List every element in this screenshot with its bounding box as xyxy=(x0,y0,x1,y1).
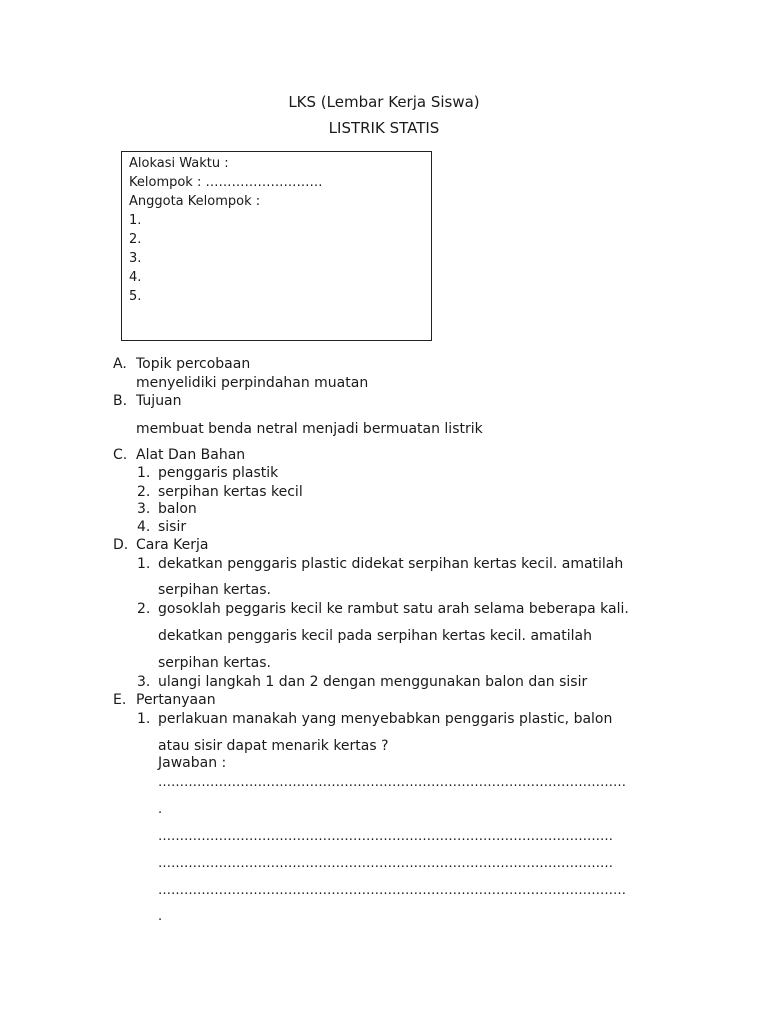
list-item-number: 3. xyxy=(137,501,151,517)
member-number: 5. xyxy=(129,289,142,304)
list-item-number: 2. xyxy=(137,484,151,500)
section-c-marker: C. xyxy=(113,447,128,463)
list-item-number: 4. xyxy=(137,519,151,535)
list-item: serpihan kertas kecil xyxy=(158,484,303,500)
section-c-heading: Alat Dan Bahan xyxy=(136,447,246,463)
step-text: serpihan kertas. xyxy=(158,655,272,671)
question-text: perlakuan manakah yang menyebabkan penggaris plastic, balon xyxy=(158,711,613,727)
section-b-content: membuat benda netral menjadi bermuatan listrik xyxy=(136,421,483,437)
answer-line: …………………………………………………………………………………………… xyxy=(158,830,613,843)
section-a-content: menyelidiki perpindahan muatan xyxy=(136,375,369,391)
page-subtitle: LISTRIK STATIS xyxy=(328,119,440,137)
step-number: 2. xyxy=(137,601,151,617)
section-d-marker: D. xyxy=(113,537,129,553)
section-b-heading: Tujuan xyxy=(136,393,182,409)
answer-line: …………………………………………………………………………………………… xyxy=(158,857,613,870)
anggota-kelompok-label: Anggota Kelompok : xyxy=(129,194,261,209)
member-number: 4. xyxy=(129,270,142,285)
kelompok-label: Kelompok : ……………………… xyxy=(129,175,323,190)
answer-line: . xyxy=(158,802,163,817)
list-item: balon xyxy=(158,501,197,517)
answer-line: . xyxy=(158,909,163,924)
section-e-marker: E. xyxy=(113,692,127,708)
answer-line: ……………………………………………………………………………………………… xyxy=(158,884,626,897)
section-d-heading: Cara Kerja xyxy=(136,537,209,553)
page-title: LKS (Lembar Kerja Siswa) xyxy=(288,93,480,111)
question-number: 1. xyxy=(137,711,151,727)
step-number: 3. xyxy=(137,674,151,690)
step-number: 1. xyxy=(137,556,151,572)
section-b-marker: B. xyxy=(113,393,128,409)
section-a-marker: A. xyxy=(113,356,127,372)
member-number: 1. xyxy=(129,213,142,228)
answer-line: ……………………………………………………………………………………………… xyxy=(158,776,626,789)
member-number: 2. xyxy=(129,232,142,247)
list-item-number: 1. xyxy=(137,465,151,481)
list-item: penggaris plastik xyxy=(158,465,279,481)
step-text: serpihan kertas. xyxy=(158,582,272,598)
alokasi-waktu-label: Alokasi Waktu : xyxy=(129,156,229,171)
section-a-heading: Topik percobaan xyxy=(136,356,251,372)
step-text: gosoklah peggaris kecil ke rambut satu arah selama beberapa kali. xyxy=(158,601,629,617)
step-text: ulangi langkah 1 dan 2 dengan menggunakan balon dan sisir xyxy=(158,674,588,690)
question-text: atau sisir dapat menarik kertas ? xyxy=(158,738,389,754)
answer-label: Jawaban : xyxy=(158,755,227,771)
section-e-heading: Pertanyaan xyxy=(136,692,216,708)
step-text: dekatkan penggaris kecil pada serpihan kertas kecil. amatilah xyxy=(158,628,592,644)
list-item: sisir xyxy=(158,519,187,535)
step-text: dekatkan penggaris plastic didekat serpihan kertas kecil. amatilah xyxy=(158,556,624,572)
member-number: 3. xyxy=(129,251,142,266)
